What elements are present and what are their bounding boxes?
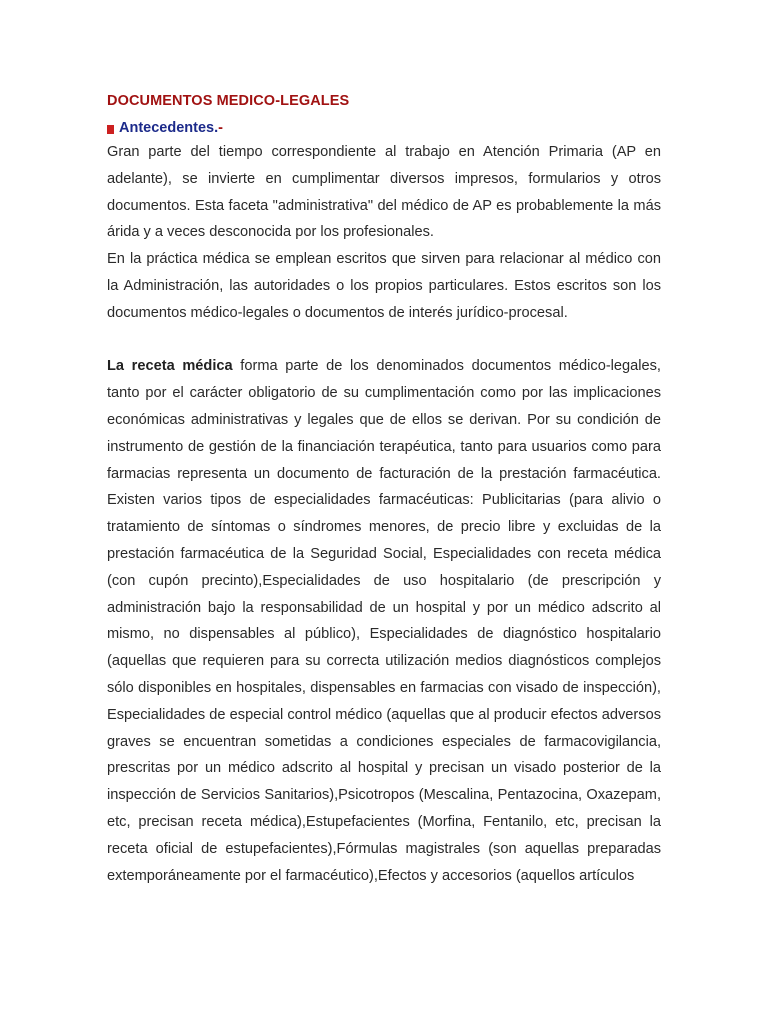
paragraph-documents: En la práctica médica se emplean escritos que sirven para relacionar al médico con la Administración, las autoridades o los propios particulares. Estos escritos son los documentos médico-legales o documentos de interés jurídico-procesal. (107, 251, 661, 321)
document-title: DOCUMENTOS MEDICO-LEGALES (107, 93, 350, 109)
receta-text: forma parte de los denominados documentos médico-legales, tanto por el carácter obligatorio de su cumplimentación como por las implicaciones económicas administrativas y legales que de ellos se derivan. Por su condición de instrumento de gestión de la financiación terapéutica, tanto para usuarios como para farmacias representa un documento de facturación de la prestación farmacéutica. Existen varios tipos de especialidades farmacéuticas: Publicitarias (para alivio o tratamiento de síntomas o síndromes menores, de precio libre y excluidas de la prestación farmacéutica de la Seguridad Social, Especialidades con receta médica (con cupón precinto),Especialidades de uso hospitalario (de prescripción y administración bajo la responsabilidad de un hospital y por un médico adscrito al mismo, no dispensables al público), Especialidades de diagnóstico hospitalario (aquellas que requieren para su correcta utilización medios diagnósticos complejos sólo disponibles en hospitales, dispensables en farmacias con visado de inspección), Especialidades de especial control médico (aquellas que al producir efectos adversos graves se encuentran sometidas a condiciones especiales de farmacovigilancia, prescritas por un médico adscrito al hospital y precisan un visado posterior de la inspección de Servicios Sanitarios),Psicotropos (Mescalina, Pentazocina, Oxazepam, etc, precisan receta médica),Estupefacientes (Morfina, Fentanilo, etc, precisan la receta oficial de estupefacientes),Fórmulas magistrales (son aquellas preparadas extemporáneamente por el farmacéutico),Efectos y accesorios (aquellos artículos (107, 358, 661, 884)
document-page (107, 90, 661, 889)
receta-lead: La receta médica (107, 358, 233, 375)
paragraph-receta (107, 353, 661, 889)
red-square-bullet-icon (107, 125, 114, 134)
paragraph-intro: Gran parte del tiempo correspondiente al trabajo en Atención Primaria (AP en adelante), se invierte en cumplimentar diversos impresos, formularios y otros documentos. Esta faceta "administrativa" del médico de AP es probablemente la más árida y a veces desconocida por los profesionales. (107, 144, 661, 241)
paragraph-gap (107, 327, 661, 354)
section-heading-text: Antecedentes. (119, 120, 219, 136)
section-heading (107, 117, 661, 139)
section-heading-suffix: - (218, 120, 223, 136)
